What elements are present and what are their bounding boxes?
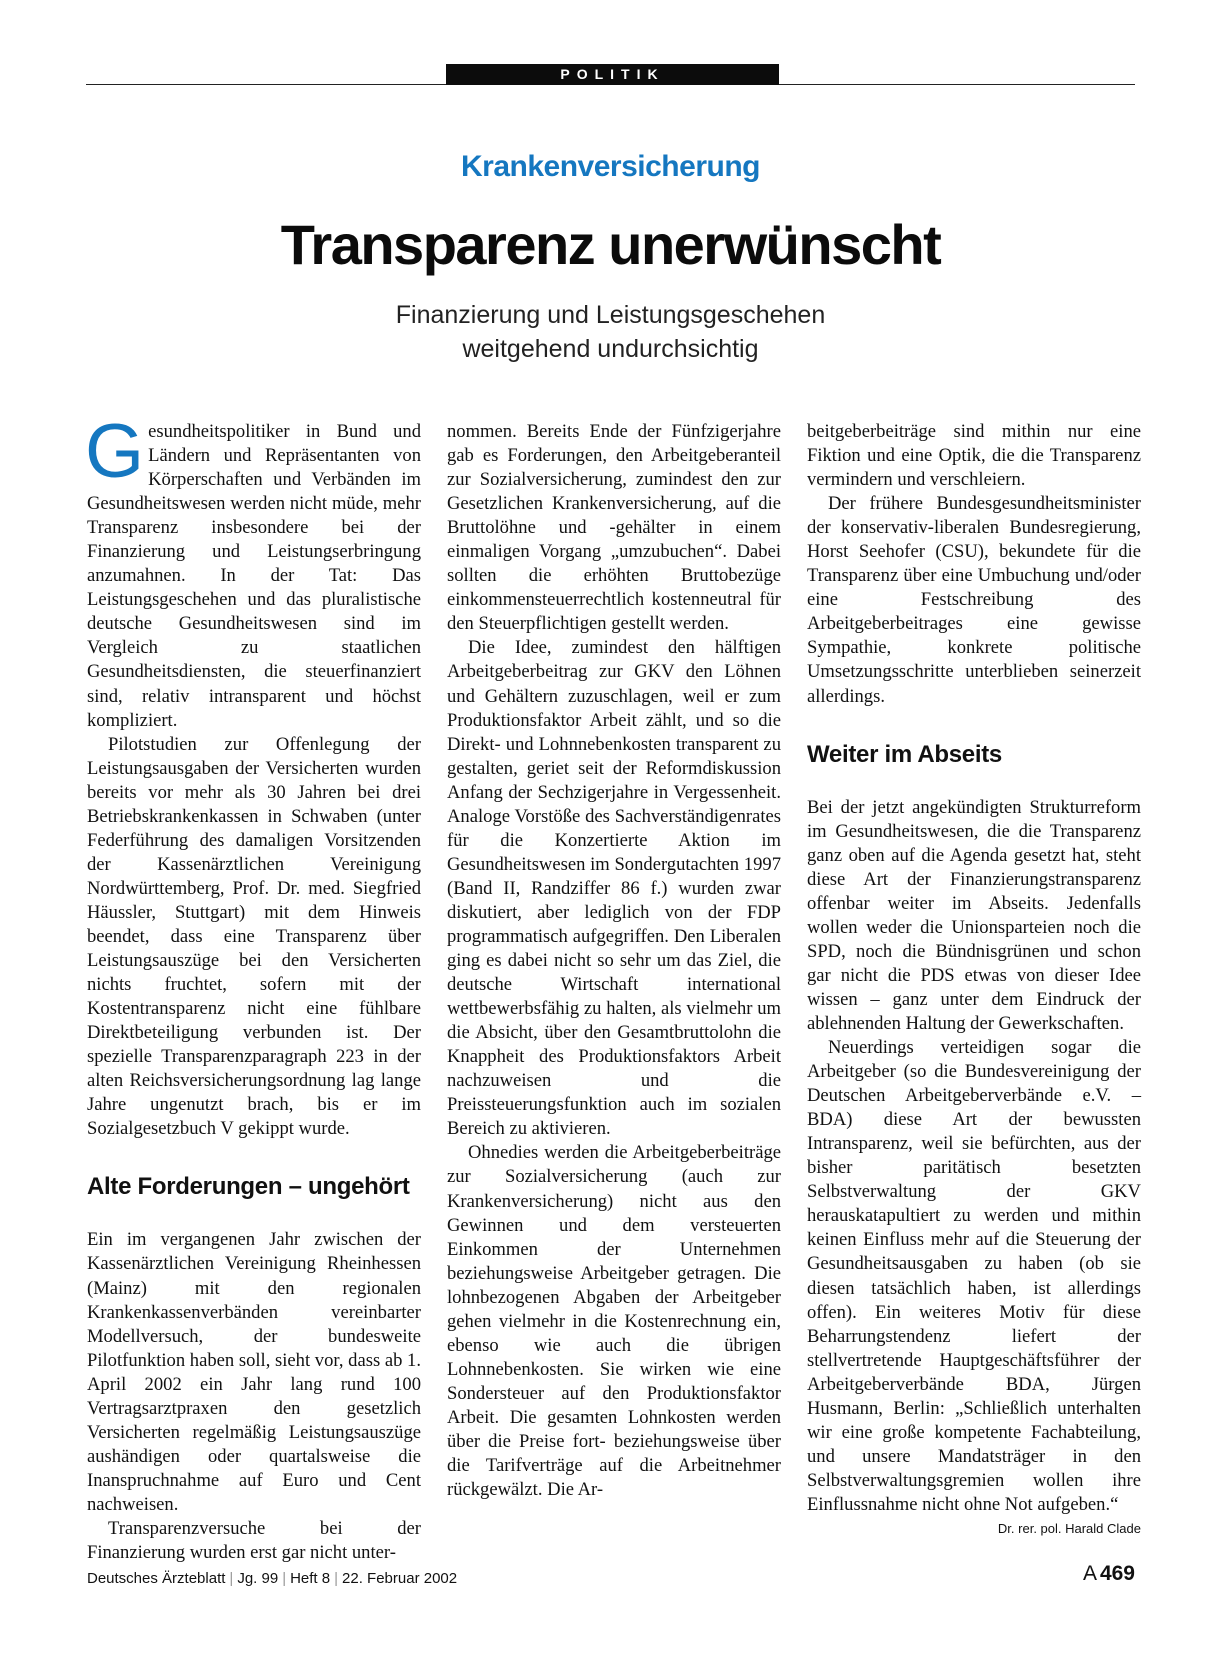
footer-separator: | bbox=[282, 1570, 287, 1587]
page-number bbox=[1083, 1562, 1135, 1586]
article-paragraph: Ein im vergangenen Jahr zwischen der Kassenärztlichen Vereinigung Rheinhessen (Mainz) mit den regionalen Krankenkassenverbänden vereinbarter Modellversuch, der bundesweite Pilotfunktion haben soll, sieht vor, dass ab 1. April 2002 ein Jahr lang rund 100 Vertragsarztpraxen den gesetzlich Versicherten regelmäßig Leistungsauszüge aushändigen oder quartalsweise die Inanspruchnahme auf Euro und Cent nachweisen. bbox=[87, 1229, 421, 1515]
article-paragraph: nommen. Bereits Ende der Fünfzigerjahre gab es Forderungen, den Arbeitgeberanteil zur Sozialversicherung, zumindest den zur Gesetzlichen Krankenversicherung, auf die Bruttolöhne und -gehälter in einem einmaligen Vorgang „umzubuchen“. Dabei sollten die erhöhten Bruttobezüge einkommensteuerrechtlich kostenneutral für den Steuerpflichtigen gestellt werden. bbox=[447, 421, 781, 635]
article-paragraph: Der frühere Bundesgesundheitsminister der konservativ-liberalen Bundesregierung, Horst Seehofer (CSU), bekundete für die Transparenz über eine Umbuchung und/oder eine Festschreibung des Arbeitgeberbeitrages eine gewisse Sympathie, konkrete politische Umsetzungsschritte unterblieben seinerzeit allerdings. bbox=[807, 493, 1141, 707]
deck-line-1: Finanzierung und Leistungsgeschehen bbox=[395, 301, 826, 329]
article-headline: Transparenz unerwünscht bbox=[280, 213, 941, 276]
section-heading: Alte Forderungen – ungehört bbox=[87, 1173, 410, 1201]
article-column-2 bbox=[447, 420, 781, 1502]
article-paragraph bbox=[807, 1036, 1141, 1536]
article-deck bbox=[0, 298, 1221, 366]
journal-date: 22. Februar 2002 bbox=[342, 1570, 458, 1587]
article-paragraph: Ohnedies werden die Arbeitgeberbeiträge zur Sozialversicherung (auch zur Krankenversicherung) nicht aus den Gewinnen und dem versteuerten Einkommen der Unternehmen beziehungsweise Arbeitgeber getragen. Die lohnbezogenen Abgaben der Arbeitgeber gehen vielmehr in die Kostenrechnung ein, ebenso wie auch die übrigen Lohnnebenkosten. Sie wirken wie eine Sondersteuer auf den Produktionsfaktor Arbeit. Die gesamten Lohnkosten werden über die Preise fort- beziehungsweise über die Tarifverträge auf die Arbeitnehmer rückgewälzt. Die Ar- bbox=[447, 1142, 781, 1501]
footer-separator: | bbox=[334, 1570, 339, 1587]
page-prefix: A bbox=[1082, 1562, 1097, 1585]
article-column-3 bbox=[807, 420, 1141, 1541]
article-paragraph: Bei der jetzt angekündigten Strukturreform im Gesundheitswesen, die die Transparenz ganz oben auf die Agenda gesetzt hat, steht diese Art der Finanzierungstransparenz offenbar weiter im Abseits. Jedenfalls wollen weder die Unionsparteien noch die SPD, noch die Bündnisgrünen und schon gar nicht die PDS etwas von dieser Idee wissen – ganz unter dem Eindruck der ablehnenden Haltung der Gewerkschaften. bbox=[807, 796, 1141, 1034]
author-byline: Dr. rer. pol. Harald Clade bbox=[997, 1520, 1141, 1536]
article-kicker: Krankenversicherung bbox=[461, 150, 760, 183]
article-paragraph: Transparenzversuche bei der Finanzierung wurden erst gar nicht unter- bbox=[87, 1517, 421, 1564]
journal-issue: Heft 8 bbox=[290, 1570, 331, 1587]
drop-cap: G bbox=[85, 409, 145, 494]
article-paragraph: Pilotstudien zur Offenlegung der Leistungsausgaben der Versicherten wurden bereits vor mehr als 30 Jahren bei drei Betriebskrankenkassen in Schwaben (unter Federführung des damaligen Vorsitzenden der Kassenärztlichen Vereinigung Nordwürttemberg, Prof. Dr. med. Siegfried Häussler, Stuttgart) mit dem Hinweis beendet, dass eine Transparenz über Leistungsauszüge bei den Versicherten nichts fruchtet, sofern mit der Kostentransparenz nicht eine fühlbare Direktbeteiligung verbunden ist. Der spezielle Transparenzparagraph 223 in der alten Reichsversicherungsordnung lag lange Jahre ungenutzt brach, bis er im Sozialgesetzbuch V gekippt wurde. bbox=[87, 733, 421, 1140]
article-paragraph: Die Idee, zumindest den hälftigen Arbeitgeberbeitrag zur GKV den Löhnen und Gehältern zuzuschlagen, weil er zum Produktionsfaktor Arbeit zählt, und so die Direkt- und Lohnnebenkosten transparent zu gestalten, geriet seit der Reformdiskussion Anfang der Sechzigerjahre in Vergessenheit. Analoge Vorstöße des Sachverständigenrates für die Konzertierte Aktion im Gesundheitswesen im Sondergutachten 1997 (Band II, Randziffer 86 f.) wurden zwar diskutiert, aber lediglich von der FDP programmatisch aufgegriffen. Den Liberalen ging es dabei nicht so sehr um das Ziel, die deutsche Wirtschaft international wettbewerbsfähig zu halten, als vielmehr um die Absicht, über den Gesamtbruttolohn die Knappheit des Produktionsfaktors Arbeit nachzuweisen und die Preissteuerungsfunktion auch im sozialen Bereich zu aktivieren. bbox=[447, 637, 781, 1140]
deck-line-2: weitgehend undurchsichtig bbox=[462, 335, 759, 363]
section-heading: Weiter im Abseits bbox=[807, 740, 1002, 768]
section-rubric: POLITIK bbox=[446, 64, 779, 85]
journal-volume: Jg. 99 bbox=[237, 1570, 279, 1587]
article-paragraph bbox=[85, 409, 421, 733]
footer-separator: | bbox=[229, 1570, 234, 1587]
page-number-value: 469 bbox=[1099, 1562, 1135, 1585]
page-footer bbox=[87, 1570, 1136, 1587]
paragraph-text: Neuerdings verteidigen sogar die Arbeitgeber (so die Bundesvereinigung der Deutschen Arbeitgeberverbände e.V. – BDA) diese Art der bewussten Intransparenz, weil sie befürchten, aus der bisher paritätisch besetzten Selbstverwaltung der GKV herauskatapultiert zu werden und mithin keinen Einfluss mehr auf die Steuerung der Gesundheitsausgaben zu haben (ob sie diesen tatsächlich haben, ist allerdings offen). Ein weiteres Motiv für diese Beharrungstendenz liefert der stellvertretende Hauptgeschäftsführer der Arbeitgeberverbände BDA, Jürgen Husmann, Berlin: „Schließlich unterhalten wir eine große kompetente Fachabteilung, und unsere Mandatsträger in den Selbstverwaltungsgremien wollen ihre Einflussnahme nicht ohne Not aufgeben.“ bbox=[807, 1037, 1141, 1515]
paragraph-text: esundheitspolitiker in Bund und Ländern und Repräsentanten von Körperschaften und Verbänden im Gesundheitswesen werden nicht müde, mehr Transparenz insbesondere bei der Finanzierung und Leistungserbringung anzumahnen. In der Tat: Das Leistungsgeschehen und das pluralistische deutsche Gesundheitswesen sind im Vergleich zu staatlichen Gesundheitsdiensten, die steuerfinanziert sind, relativ intransparent und höchst kompliziert. bbox=[87, 421, 421, 731]
journal-name: Deutsches Ärzteblatt bbox=[87, 1570, 226, 1587]
article-column-1 bbox=[85, 409, 421, 1565]
article-paragraph: beitgeberbeiträge sind mithin nur eine Fiktion und eine Optik, die die Transparenz vermindern und verschleiern. bbox=[807, 421, 1141, 491]
